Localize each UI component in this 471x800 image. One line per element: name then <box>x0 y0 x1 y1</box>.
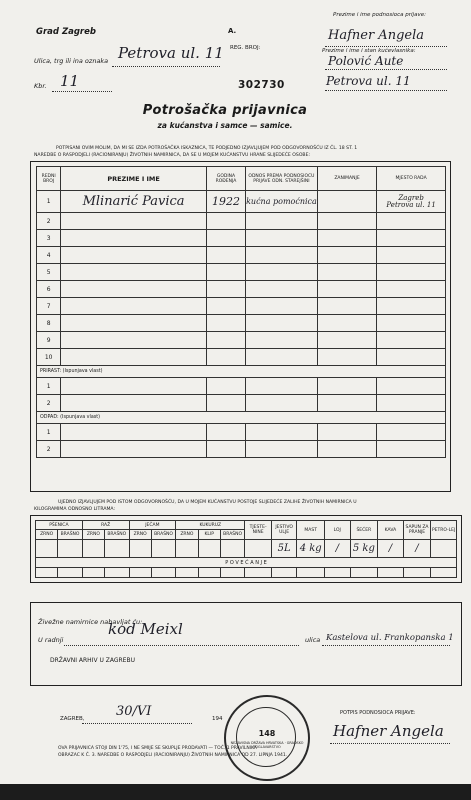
persons-row: 9 <box>37 332 446 349</box>
applicant-label: Prezime i ime podnosioca prijave: <box>333 12 426 18</box>
odpad-row: 1 <box>37 424 446 441</box>
stock-sugar: 5 kg <box>350 540 378 558</box>
persons-row: 6 <box>37 281 446 298</box>
reg-label: REG. BROJ: <box>230 45 261 51</box>
persons-header-row <box>37 167 446 191</box>
row-number: 1 <box>37 191 61 213</box>
persons-table <box>36 166 446 458</box>
person-occupation <box>317 191 376 213</box>
persons-row: 5 <box>37 264 446 281</box>
persons-row: 8 <box>37 315 446 332</box>
odpad-row: 2 <box>37 441 446 458</box>
form-letter: A. <box>228 27 237 35</box>
shop-value: kod Meixl <box>108 620 183 638</box>
stocks-group-row: PŠENICA RAŽ JEČAM KUKURUZ TJESTE-NINE JESTIVO ULJE MAST LOJ ŠEĆER KAVA SAPUN ZA PRANJE PETRO-LEJ <box>36 521 457 530</box>
footer-note-1: OVA PRIJAVNICA STOJI DIN 1'75, I NE SMIJE SE SKUPLJE PRODAVATI — TOČ. 1 PRAVILNIKA <box>58 746 258 751</box>
shop-label: U radnji <box>38 636 64 644</box>
date-value: 30/VI <box>116 704 152 719</box>
persons-row <box>37 191 446 213</box>
person-birth-year: 1922 <box>206 191 245 213</box>
owner-address: Petrova ul. 11 <box>326 74 411 88</box>
person-relation: kućna pomoćnica <box>246 191 318 213</box>
footer-note-2: OBRAZAC K Č. 3. NAREDBE O RASPODJELI (RACIONIRANJU) ŽIVOTNIH NAMIRNICA OD 27. LIPNJA 1941. <box>58 753 288 758</box>
street-label: Ulica, trg ili ina oznaka <box>34 57 109 65</box>
supply-box <box>30 602 462 686</box>
bottom-scan-edge <box>0 784 471 800</box>
prirast-row: 1 <box>37 378 446 395</box>
supply-label: Živežne namirnice nabavljat ću: <box>38 618 143 626</box>
form-subtitle: za kućanstva i samce — samice. <box>157 121 293 130</box>
stocks-value-row <box>36 540 457 558</box>
stock-tallow: / <box>325 540 351 558</box>
owner-label: Prezime i ime i stan kućevlasnika: <box>322 48 416 54</box>
stock-lard: 4 kg <box>297 540 325 558</box>
persons-row: 4 <box>37 247 446 264</box>
shop-street-value: Kastelova ul. Frankopanska 1 <box>326 633 454 643</box>
col-header-year: GODINA ROĐENJA <box>206 167 245 191</box>
kbr-label: Kbr. <box>34 82 47 90</box>
persons-row: 3 <box>37 230 446 247</box>
persons-row: 7 <box>37 298 446 315</box>
place-label: ZAGREB, <box>60 716 85 722</box>
declaration-line-1: UJEDNO IZJAVLJUJEM POD ISTOM ODGOVORNOŠĆU, DA U MOJEM KUĆANSTVU POSTOJE SLIJEDEĆE ZALIHE ŽIVOTNIH NAMIRNICA U <box>58 500 357 505</box>
signature-value: Hafner Angela <box>333 722 444 740</box>
stock-oil: 5L <box>271 540 297 558</box>
col-header-name: PREZIME I IME <box>61 167 207 191</box>
col-header-relation: ODNOS PREMA PODNOSIOCU PRIJAVE ODN. STAREJŠINI <box>246 167 318 191</box>
archive-label: DRŽAVNI ARHIV U ZAGREBU <box>50 657 135 664</box>
applicant-value: Hafner Angela <box>328 28 424 43</box>
year-label: 194 <box>212 716 223 722</box>
stocks-table <box>35 520 457 578</box>
form-title: Potrošačka prijavnica <box>142 103 308 118</box>
col-header-workplace: MJESTO RADA <box>377 167 446 191</box>
stocks-sub-row: ZRNO BRAŠNO ZRNO BRAŠNO ZRNO BRAŠNO ZRNO KLIP BRAŠNO <box>36 530 457 540</box>
stock-coffee: / <box>378 540 404 558</box>
city-label: Grad Zagreb <box>36 27 96 37</box>
declaration-line-2: KILOGRAMIMA ODNOSNO LITRAMA: <box>34 507 116 512</box>
stocks-empty-row <box>36 568 457 578</box>
odpad-section-row: ODPAD: (Ispunjava vlast) <box>37 412 446 424</box>
col-header-num: REDNI BROJ <box>37 167 61 191</box>
persons-row: 10 <box>37 349 446 366</box>
prirast-section-row: PRIRAST: (Ispunjava vlast) <box>37 366 446 378</box>
person-name: Mlinarić Pavica <box>61 191 207 213</box>
serial-number: 302730 <box>238 79 285 91</box>
kbr-value: 11 <box>60 72 80 90</box>
stamp-number: 148 <box>258 729 276 738</box>
street-value: Petrova ul. 11 <box>118 44 224 62</box>
prirast-row: 2 <box>37 395 446 412</box>
signature-label: POTPIS PODNOSIOCA PRIJAVE: <box>340 710 416 716</box>
owner-value: Polović Aute <box>328 54 404 68</box>
intro-line-2: NAREDBE O RASPODJELI (RACIONIRANJU) ŽIVOTNIH NAMIRNICA, DA SE U MOJEM KUĆANSTVU HRANE SLIJEDEĆE OSOBE: <box>34 153 311 158</box>
col-header-occupation: ZANIMANJE <box>317 167 376 191</box>
stock-soap: / <box>403 540 431 558</box>
stamp-text: NEZAVISNA DRŽAVA HRVATSKA · GRADSKO POGLAVARSTVO <box>230 741 304 749</box>
person-workplace: Zagreb Petrova ul. 11 <box>377 191 446 213</box>
intro-line-1: POTPISANI OVIM MOLIM, DA MI SE IZDA POTROŠAČKA ISKAZNICA, TE PODJEDNO IZJAVLJUJEM POD ODGOVORNOŠĆU IZ ČL. 18 ST. 1 <box>56 146 358 151</box>
persons-row: 2 <box>37 213 446 230</box>
shop-street-label: ulica <box>305 636 321 644</box>
official-stamp <box>224 695 310 781</box>
povecanje-row: P O V E Ć A N J E <box>36 558 457 568</box>
